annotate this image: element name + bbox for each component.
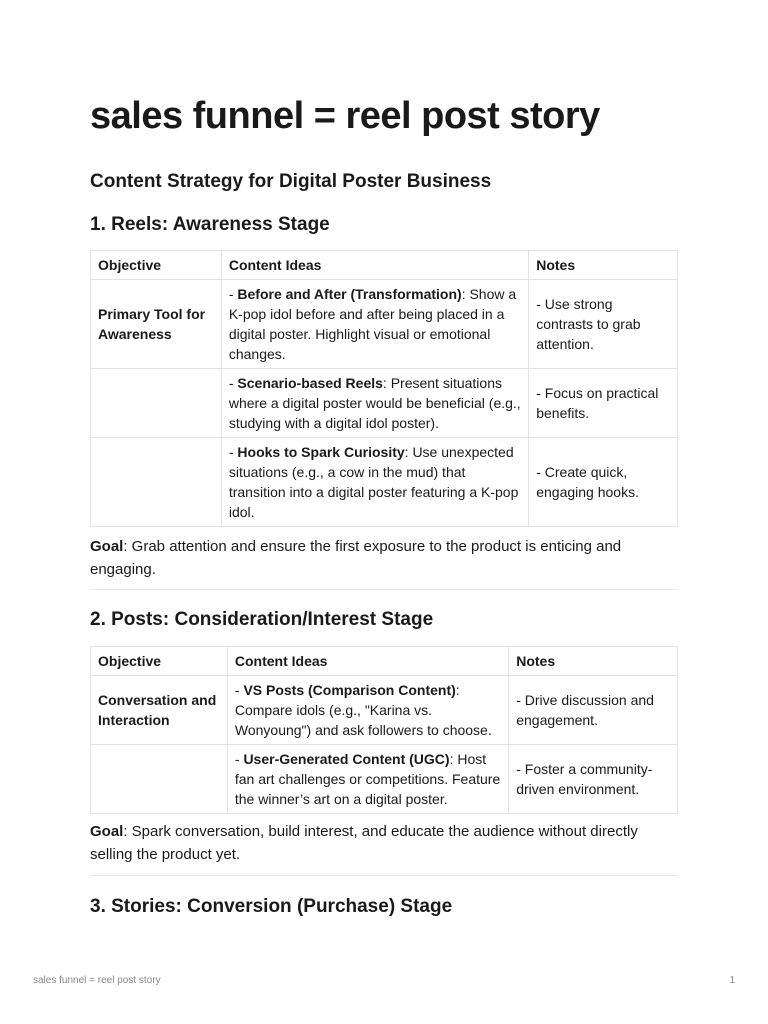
content-idea-cell [227, 745, 508, 814]
goal-label: Goal [90, 823, 124, 840]
page-number: 1 [729, 975, 735, 986]
objective-cell: Conversation and Interaction [91, 676, 228, 745]
section-heading-stories: 3. Stories: Conversion (Purchase) Stage [90, 896, 453, 917]
table-row [91, 438, 678, 527]
notes-cell: - Focus on practical benefits. [529, 369, 678, 438]
section-divider [90, 875, 678, 876]
reels-table [90, 250, 678, 527]
idea-text: : Show a K-pop idol before and after being placed in a digital poster. Highlight visual or emotional changes. [228, 286, 517, 362]
goal-paragraph [90, 535, 678, 581]
column-header: Content Ideas [221, 251, 528, 280]
idea-title: Scenario-based Reels [237, 375, 383, 391]
idea-prefix: - [228, 375, 238, 391]
notes-cell: - Use strong contrasts to grab attention. [529, 280, 678, 369]
section-divider [90, 589, 678, 590]
idea-text: : Use unexpected situations (e.g., a cow in the mud) that transition into a digital poster featuring a K-pop idol. [228, 444, 519, 520]
idea-prefix: - [234, 682, 244, 698]
column-header: Content Ideas [227, 647, 508, 676]
objective-cell [91, 745, 228, 814]
content-idea-cell [221, 280, 528, 369]
goal-paragraph [90, 820, 678, 866]
column-header: Notes [509, 647, 678, 676]
content-idea-cell [221, 438, 528, 527]
idea-prefix: - [228, 286, 238, 302]
objective-cell [91, 369, 222, 438]
table-row [91, 676, 678, 745]
posts-table [90, 646, 678, 814]
column-header: Objective [91, 251, 222, 280]
footer-title: sales funnel = reel post story [33, 975, 161, 986]
notes-cell: - Foster a community-driven environment. [509, 745, 678, 814]
idea-title: Before and After (Transformation) [237, 286, 462, 302]
notes-cell: - Drive discussion and engagement. [509, 676, 678, 745]
table-row [91, 745, 678, 814]
notes-cell: - Create quick, engaging hooks. [529, 438, 678, 527]
idea-text: : Compare idols (e.g., "Karina vs. Wonyoung") and ask followers to choose. [234, 682, 492, 738]
goal-label: Goal [90, 538, 124, 555]
idea-prefix: - [234, 751, 244, 767]
idea-text: : Host fan art challenges or competitions. Feature the winner’s art on a digital poster. [234, 751, 501, 807]
column-header: Notes [529, 251, 678, 280]
idea-text: : Present situations where a digital poster would be beneficial (e.g., studying with a digital idol poster). [228, 375, 521, 431]
table-row [91, 280, 678, 369]
idea-title: User-Generated Content (UGC) [243, 751, 450, 767]
section-heading-posts: 2. Posts: Consideration/Interest Stage [90, 609, 434, 630]
table-header-row [91, 251, 678, 280]
goal-text: : Spark conversation, build interest, and educate the audience without directly selling the product yet. [90, 823, 638, 863]
objective-cell [91, 438, 222, 527]
page-title: sales funnel = reel post story [90, 95, 600, 137]
idea-title: VS Posts (Comparison Content) [243, 682, 456, 698]
content-idea-cell [221, 369, 528, 438]
section-heading-reels: 1. Reels: Awareness Stage [90, 214, 330, 235]
content-idea-cell [227, 676, 508, 745]
idea-title: Hooks to Spark Curiosity [237, 444, 405, 460]
table-header-row [91, 647, 678, 676]
document-subtitle: Content Strategy for Digital Poster Business [90, 171, 492, 192]
goal-text: : Grab attention and ensure the first exposure to the product is enticing and engaging. [90, 538, 622, 578]
table-row [91, 369, 678, 438]
objective-cell: Primary Tool for Awareness [91, 280, 222, 369]
column-header: Objective [91, 647, 228, 676]
idea-prefix: - [228, 444, 238, 460]
